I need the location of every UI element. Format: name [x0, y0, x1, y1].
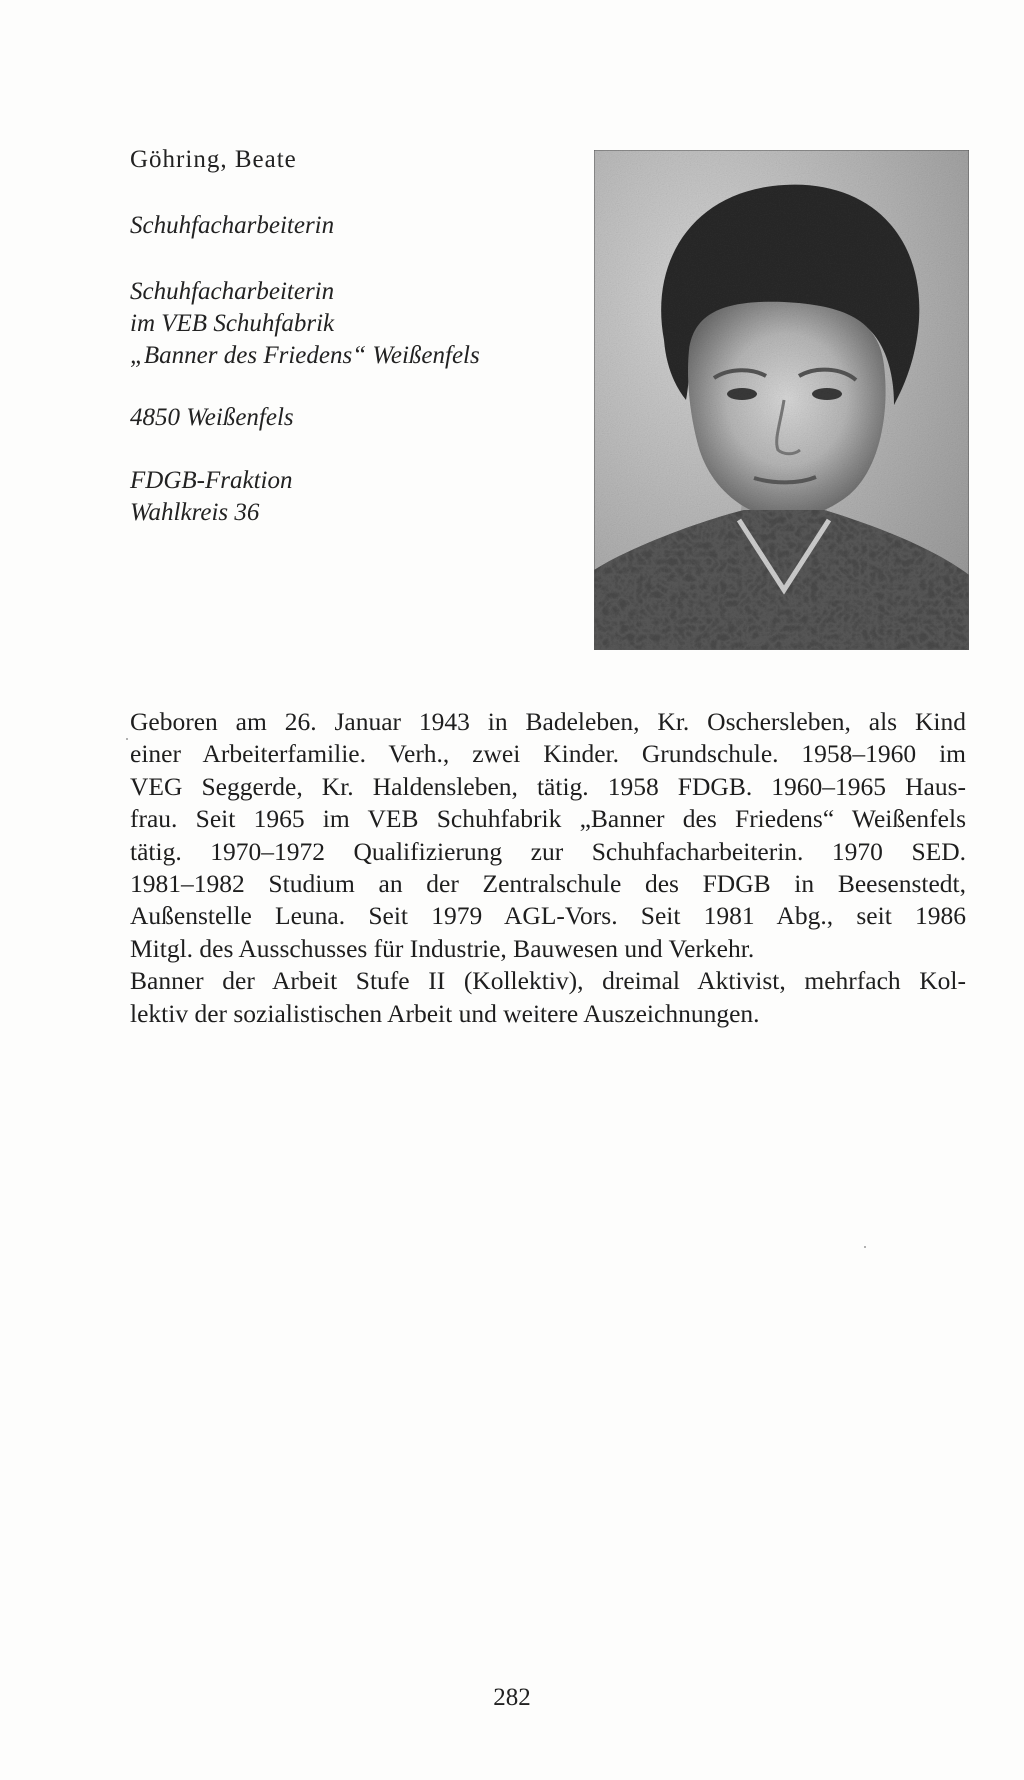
biography-line: Geboren am 26. Januar 1943 in Badeleben, Kr. Oschersleben, als Kind — [130, 707, 966, 736]
entry-faction — [130, 465, 292, 529]
portrait-photo — [594, 150, 969, 650]
biography-line: frau. Seit 1965 im VEB Schuhfabrik „Banner des Friedens“ Weißenfels — [130, 804, 966, 834]
biography-line: 1981–1982 Studium an der Zentralschule des FDGB in Beesenstedt, — [130, 869, 966, 899]
workplace-line: im VEB Schuhfabrik — [130, 310, 335, 337]
biography-line: VEG Seggerde, Kr. Haldensleben, tätig. 1958 FDGB. 1960–1965 Haus- — [130, 771, 966, 801]
faction-line: FDGB-Fraktion — [130, 467, 293, 494]
faction-line: Wahlkreis 36 — [130, 499, 260, 526]
biography — [130, 706, 966, 1030]
scan-speck — [864, 1246, 866, 1248]
biography-line: lektiv der sozialistischen Arbeit und weitere Auszeichnungen. — [130, 998, 760, 1028]
biography-line: Banner der Arbeit Stufe II (Kollektiv), dreimal Aktivist, mehrfach Kol- — [130, 966, 966, 996]
scan-speck — [126, 738, 128, 740]
entry-title — [130, 210, 334, 242]
biography-line: tätig. 1970–1972 Qualifizierung zur Schuhfacharbeiterin. 1970 SED. — [130, 836, 966, 866]
address-text: 4850 Weißenfels — [130, 404, 294, 431]
entry-address — [130, 402, 294, 434]
biography-line: Außenstelle Leuna. Seit 1979 AGL-Vors. Seit 1981 Abg., seit 1986 — [130, 901, 966, 931]
entry-name: Göhring, Beate — [130, 146, 297, 173]
biography-line: Mitgl. des Ausschusses für Industrie, Bauwesen und Verkehr. — [130, 933, 755, 963]
entry-workplace — [130, 276, 480, 372]
biography-line: einer Arbeiterfamilie. Verh., zwei Kinder. Grundschule. 1958–1960 im — [130, 739, 966, 769]
workplace-line: „Banner des Friedens“ Weißenfels — [130, 342, 480, 369]
workplace-line: Schuhfacharbeiterin — [130, 278, 335, 305]
page-number: 282 — [493, 1684, 531, 1711]
entry-title-text: Schuhfacharbeiterin — [130, 212, 335, 239]
